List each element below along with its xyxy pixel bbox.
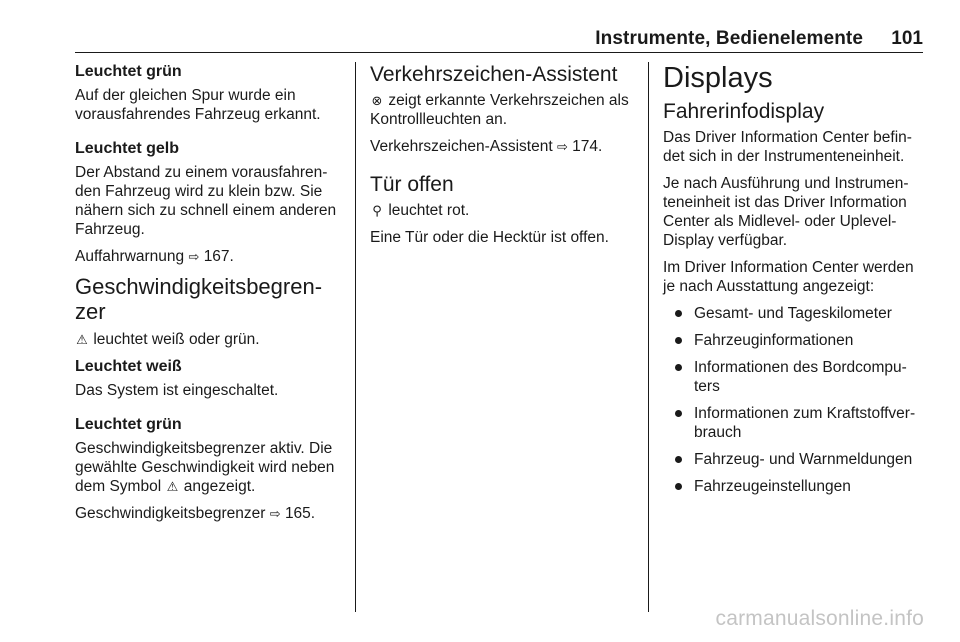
paragraph: ⚲ leuchtet rot. — [370, 201, 635, 220]
paragraph: Je nach Ausführung und Instrumenteneinheit ist das Driver Information Center als Midlevel- oder Uplevel-Display verfügbar. — [663, 175, 909, 249]
subheading-leuchtet-gruen: Leuchtet grün — [75, 416, 182, 433]
heading-verkehrszeichen-assistent: Verkehrszeichen-Assistent — [370, 63, 618, 86]
heading-geschwindigkeitsbegrenzer: Geschwindigkeitsbegrenzer — [75, 274, 323, 324]
subheading-leuchtet-gruen: Leuchtet grün — [75, 63, 182, 80]
paragraph: Geschwindigkeitsbegrenzer aktiv. Die gewählte Geschwindigkeit wird neben dem Symbol ⚠ angezeigt. — [75, 440, 335, 495]
cross-reference — [75, 504, 343, 523]
cross-reference — [370, 137, 635, 156]
page-header — [75, 28, 923, 53]
cross-reference — [75, 247, 343, 266]
page-number: 101 — [891, 28, 923, 49]
heading-tuer-offen: Tür offen — [370, 173, 454, 196]
subheading-leuchtet-weiss: Leuchtet weiß — [75, 358, 182, 375]
column-left — [75, 62, 343, 531]
list-item: Informationen zum Kraftstoffverbrauch — [663, 404, 925, 442]
subheading-leuchtet-gelb: Leuchtet gelb — [75, 140, 180, 157]
column-divider — [648, 62, 649, 612]
bullet-list — [663, 304, 925, 496]
door-open-icon: ⚲ — [372, 203, 382, 218]
arrow-right-icon: ⇨ — [188, 249, 200, 264]
arrow-right-icon: ⇨ — [556, 139, 568, 154]
section-title: Instrumente, Bedienelemente — [595, 28, 863, 49]
list-item: Fahrzeugeinstellungen — [663, 477, 925, 496]
reference-link[interactable]: Geschwindigkeitsbegrenzer — [75, 505, 266, 522]
reference-page: 165. — [284, 505, 316, 522]
traffic-sign-icon: ⊗ — [371, 93, 383, 108]
paragraph: Eine Tür oder die Hecktür ist offen. — [370, 229, 609, 246]
speed-limiter-icon: ⚠ — [76, 332, 88, 347]
column-middle — [370, 62, 635, 255]
heading-fahrerinfodisplay: Fahrerinfodisplay — [663, 100, 825, 123]
reference-link[interactable]: Auffahrwarnung — [75, 248, 185, 265]
paragraph: Der Abstand zu einem vorausfahrenden Fahrzeug wird zu klein bzw. Sie nähern sich zu schnell einem anderen Fahrzeug. — [75, 164, 337, 238]
reference-page: 167. — [203, 248, 234, 265]
paragraph: Im Driver Information Center werden je nach Ausstattung angezeigt: — [663, 259, 914, 295]
heading-displays: Displays — [663, 62, 773, 94]
paragraph: Das Driver Information Center befindet sich in der Instrumenteneinheit. — [663, 129, 912, 165]
list-item: Fahrzeug- und Warnmeldungen — [663, 450, 925, 469]
arrow-right-icon: ⇨ — [269, 506, 281, 521]
column-divider — [355, 62, 356, 612]
speed-limiter-icon: ⚠ — [166, 479, 179, 494]
column-right — [663, 62, 925, 504]
paragraph: Auf der gleichen Spur wurde ein vorausfahrendes Fahrzeug erkannt. — [75, 87, 321, 123]
reference-page: 174. — [572, 138, 603, 155]
paragraph: ⊗ zeigt erkannte Verkehrszeichen als Kontrollleuchten an. — [370, 92, 629, 128]
paragraph: Das System ist eingeschaltet. — [75, 382, 279, 399]
list-item: Fahrzeuginformationen — [663, 331, 925, 350]
paragraph: ⚠ leuchtet weiß oder grün. — [76, 331, 260, 348]
list-item: Gesamt- und Tageskilometer — [663, 304, 925, 323]
watermark: carmanualsonline.info — [715, 607, 924, 630]
list-item: Informationen des Bordcomputers — [663, 358, 925, 396]
reference-link[interactable]: Verkehrszeichen-Assistent — [370, 138, 553, 155]
